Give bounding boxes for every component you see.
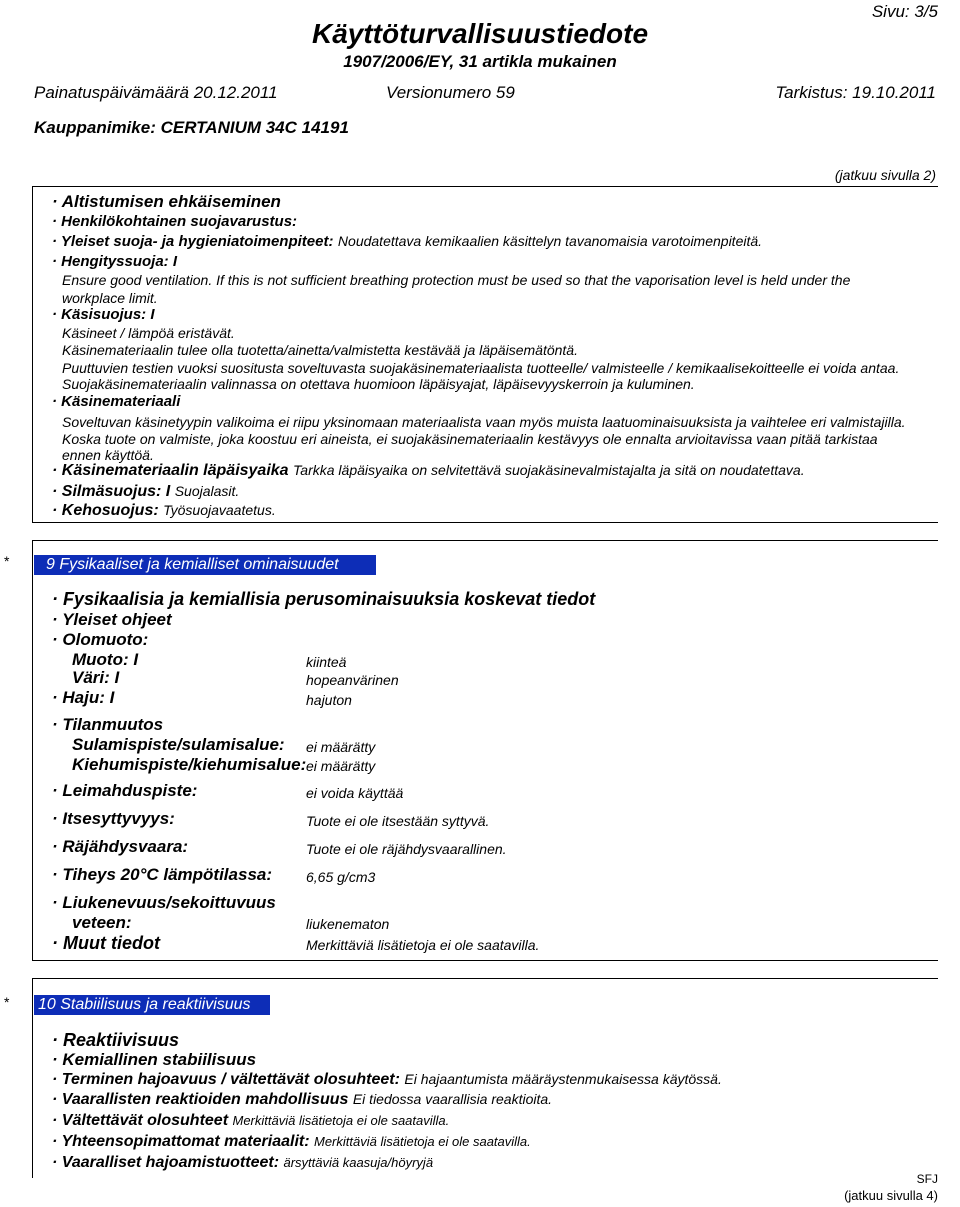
eye-protection-text: Suojalasit.: [174, 483, 240, 499]
flash-point-value: ei voida käyttää: [306, 785, 404, 801]
penetration-time: [52, 462, 805, 480]
other-info-label: · Muut tiedot: [52, 933, 160, 953]
respiratory-text-2: workplace limit.: [62, 290, 158, 306]
print-date: Painatuspäivämäärä 20.12.2011: [34, 83, 278, 102]
body-protection-label: · Kehosuojus:: [52, 502, 159, 519]
section9-bottom-line: [32, 960, 938, 961]
density-value: 6,65 g/cm3: [306, 869, 376, 885]
solubility-label: · Liukenevuus/sekoittuvuus: [52, 893, 276, 912]
respiratory-text-1: Ensure good ventilation. If this is not sufficient breathing protection must be used so that the vaporisation level is held under the: [62, 272, 851, 288]
hand-text-1: Käsineet / lämpöä eristävät.: [62, 325, 235, 341]
hand-protection-label: · Käsisuojus: I: [52, 306, 155, 323]
form-label: Muoto: I: [72, 650, 139, 669]
section9-border: [32, 540, 33, 960]
hazardous-reactions: [52, 1091, 552, 1109]
general-info: · Yleiset ohjeet: [52, 610, 172, 629]
section9-header: 9 Fysikaaliset ja kemialliset ominaisuudet: [34, 555, 376, 575]
decomposition-products-label: · Vaaralliset hajoamistuotteet:: [52, 1154, 280, 1171]
glove-material-text-3: ennen käyttöä.: [62, 447, 154, 463]
thermal-decomposition: [52, 1071, 722, 1089]
eye-protection-label: · Silmäsuojus: I: [52, 483, 171, 500]
glove-material-label: · Käsinemateriaali: [52, 393, 181, 410]
continued-to: (jatkuu sivulla 4): [844, 1188, 938, 1203]
decomposition-products: [52, 1154, 433, 1172]
section10-header: 10 Stabiilisuus ja reaktiivisuus: [34, 995, 270, 1015]
section10-border: [32, 978, 33, 1178]
general-measures-label: · Yleiset suoja- ja hygieniatoimenpiteet:: [52, 233, 334, 250]
chemical-stability-heading: · Kemiallinen stabiilisuus: [52, 1050, 257, 1069]
section10-revision-star: *: [4, 994, 10, 1010]
page-number: Sivu: 3/5: [871, 2, 938, 21]
glove-material-text-1: Soveltuvan käsinetyypin valikoima ei riipu yksinomaan materiaalista vaan myös muista laatuominaisuuksista ja vaihtelee eri valmistajilla.: [62, 414, 906, 430]
solubility-water-label: veteen:: [72, 913, 132, 932]
thermal-decomposition-value: Ei hajaantumista määräystenmukaisessa käytössä.: [404, 1071, 722, 1087]
general-measures-text: Noudatettava kemikaalien käsittelyn tavanomaisia varotoimenpiteitä.: [337, 233, 763, 249]
section8-border: [32, 186, 33, 522]
respiratory-label: · Hengityssuoja: I: [52, 253, 178, 270]
melting-point-label: Sulamispiste/sulamisalue:: [72, 735, 285, 754]
document-subtitle: 1907/2006/EY, 31 artikla mukainen: [343, 52, 617, 71]
solubility-value: liukenematon: [306, 916, 390, 932]
section8-bottom-line: [32, 522, 938, 523]
odour-label: · Haju: I: [52, 688, 115, 707]
incompatible-materials: [52, 1133, 531, 1151]
boiling-point-value: ei määrätty: [306, 758, 376, 774]
flash-point-label: · Leimahduspiste:: [52, 781, 198, 800]
conditions-to-avoid-value: Merkittäviä lisätietoja ei ole saatavilla.: [232, 1113, 450, 1128]
state-change-label: · Tilanmuutos: [52, 715, 164, 734]
thermal-decomposition-label: · Terminen hajoavuus / vältettävät olosuhteet:: [52, 1071, 400, 1088]
footer-code: SFJ: [916, 1172, 938, 1186]
section10-top-line: [32, 978, 938, 979]
boiling-point-label: Kiehumispiste/kiehumisalue:: [72, 755, 307, 774]
body-protection: [52, 502, 276, 520]
hand-text-2: Käsinemateriaalin tulee olla tuotetta/ainetta/valmistetta kestävää ja läpäisemätöntä.: [62, 342, 578, 358]
general-measures: [52, 233, 762, 251]
penetration-time-label: · Käsinemateriaalin läpäisyaika: [52, 462, 289, 479]
incompatible-materials-value: Merkittäviä lisätietoja ei ole saatavilla.: [314, 1134, 531, 1149]
section9-top-line: [32, 540, 938, 541]
basic-properties-heading: · Fysikaalisia ja kemiallisia perusominaisuuksia koskevat tiedot: [52, 589, 596, 609]
hazardous-reactions-value: Ei tiedossa vaarallisia reaktioita.: [352, 1091, 553, 1107]
conditions-to-avoid: [52, 1112, 449, 1130]
eye-protection: [52, 483, 239, 501]
explosion-hazard-value: Tuote ei ole räjähdysvaarallinen.: [306, 841, 507, 857]
section9-revision-star: *: [4, 553, 10, 569]
exposure-heading: · Altistumisen ehkäiseminen: [52, 192, 281, 211]
hand-text-3: Puuttuvien testien vuoksi suositusta soveltuvasta suojakäsinemateriaalista tuotteelle/ valmisteelle / kemikaalisekoitteelle ei voida antaa.: [62, 360, 900, 376]
body-protection-text: Työsuojavaatetus.: [163, 502, 276, 518]
appearance-label: · Olomuoto:: [52, 630, 149, 649]
other-info-value: Merkittäviä lisätietoja ei ole saatavilla.: [306, 937, 540, 953]
ppe-heading: · Henkilökohtainen suojavarustus:: [52, 213, 298, 230]
header-divider: [32, 186, 938, 187]
reactivity-heading: · Reaktiivisuus: [52, 1030, 180, 1050]
incompatible-materials-label: · Yhteensopimattomat materiaalit:: [52, 1133, 310, 1150]
decomposition-products-value: ärsyttäviä kaasuja/höyryjä: [283, 1155, 434, 1170]
explosion-hazard-label: · Räjähdysvaara:: [52, 837, 189, 856]
self-ignition-value: Tuote ei ole itsestään syttyvä.: [306, 813, 490, 829]
hand-text-4: Suojakäsinemateriaalin valinnassa on otettava huomioon läpäisyajat, läpäisevyyskerroin ja kuluminen.: [62, 376, 695, 392]
continued-from: (jatkuu sivulla 2): [834, 167, 936, 183]
odour-value: hajuton: [306, 692, 352, 708]
version-number: Versionumero 59: [386, 83, 515, 102]
colour-value: hopeanvärinen: [306, 672, 399, 688]
hazardous-reactions-label: · Vaarallisten reaktioiden mahdollisuus: [52, 1091, 349, 1108]
glove-material-text-2: Koska tuote on valmiste, joka koostuu eri aineista, ei suojakäsinemateriaalin kestävyys ole ennalta arvioitavissa vaan pitää tarkistaa: [62, 431, 878, 447]
document-title: Käyttöturvallisuustiedote: [311, 18, 649, 49]
melting-point-value: ei määrätty: [306, 739, 376, 755]
revision-date: Tarkistus: 19.10.2011: [775, 83, 936, 102]
penetration-time-text: Tarkka läpäisyaika on selvitettävä suojakäsinevalmistajalta ja sitä on noudatettava.: [293, 462, 805, 478]
colour-label: Väri: I: [72, 668, 120, 687]
product-name: Kauppanimike: CERTANIUM 34C 14191: [34, 118, 349, 137]
self-ignition-label: · Itsesyttyvyys:: [52, 809, 175, 828]
conditions-to-avoid-label: · Vältettävät olosuhteet: [52, 1112, 229, 1129]
form-value: kiinteä: [306, 654, 347, 670]
density-label: · Tiheys 20°C lämpötilassa:: [52, 865, 273, 884]
